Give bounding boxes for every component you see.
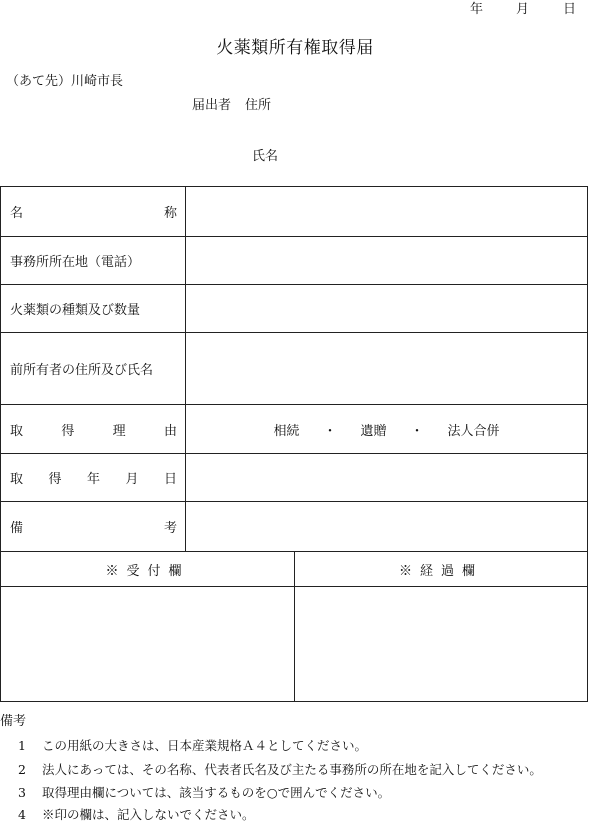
note-item: 1 この用紙の大きさは、日本産業規格Ａ４としてください。 bbox=[18, 738, 368, 753]
row-remarks-label: 備 考 bbox=[1, 502, 186, 551]
row-office-location bbox=[1, 237, 587, 285]
notifier-label: 届出者 bbox=[192, 98, 232, 113]
year-label: 年 bbox=[470, 2, 484, 17]
row-name-input[interactable] bbox=[186, 187, 587, 236]
row-previous-owner-input[interactable] bbox=[186, 333, 587, 404]
row-previous-owner-label: 前所有者の住所及び氏名 bbox=[1, 333, 186, 404]
address-label: 住所 bbox=[245, 98, 272, 113]
note-item: 4 ※印の欄は、記入しないでください。 bbox=[18, 807, 255, 822]
notes-title: 備考 bbox=[0, 714, 27, 729]
row-acquisition-date bbox=[1, 454, 587, 502]
day-label: 日 bbox=[563, 2, 577, 17]
row-remarks bbox=[1, 502, 587, 551]
row-explosive-type-label: 火薬類の種類及び数量 bbox=[1, 285, 186, 332]
date-line bbox=[0, 0, 590, 16]
reception-column-header: ※受付欄 bbox=[1, 552, 295, 586]
option-separator: ・ bbox=[323, 423, 337, 439]
option-separator: ・ bbox=[410, 423, 424, 439]
row-name bbox=[1, 187, 587, 237]
row-acquisition-reason bbox=[1, 405, 587, 454]
row-explosive-type-input[interactable] bbox=[186, 285, 587, 332]
row-previous-owner bbox=[1, 333, 587, 405]
row-acquisition-date-label: 取 得 年 月 日 bbox=[1, 454, 186, 501]
office-use-body bbox=[1, 587, 587, 701]
option-corporate-merger[interactable]: 法人合併 bbox=[447, 423, 500, 439]
notification-form-table bbox=[0, 186, 588, 702]
row-office-location-input[interactable] bbox=[186, 237, 587, 284]
notifier-address-line bbox=[192, 94, 271, 113]
row-name-label: 名 称 bbox=[1, 187, 186, 236]
progress-column-header: ※経過欄 bbox=[398, 563, 483, 579]
addressee: （あて先）川崎市長 bbox=[6, 74, 124, 89]
option-inheritance[interactable]: 相続 bbox=[273, 423, 300, 439]
progress-column-box bbox=[295, 587, 587, 701]
acquisition-reason-options bbox=[186, 405, 587, 453]
office-use-header bbox=[1, 551, 587, 587]
row-explosive-type bbox=[1, 285, 587, 333]
row-acquisition-reason-label: 取 得 理 由 bbox=[1, 405, 186, 453]
row-office-location-label: 事務所所在地（電話） bbox=[1, 237, 186, 284]
note-item: 2 法人にあっては、その名称、代表者氏名及び主たる事務所の所在地を記入してください。 bbox=[18, 762, 542, 777]
row-remarks-input[interactable] bbox=[186, 502, 587, 551]
option-bequest[interactable]: 遺贈 bbox=[360, 423, 387, 439]
notifier-name-label: 氏名 bbox=[252, 149, 279, 164]
document-title: 火薬類所有権取得届 bbox=[216, 38, 374, 58]
row-acquisition-date-input[interactable] bbox=[186, 454, 587, 501]
reception-column-box bbox=[1, 587, 295, 701]
note-item: 3 取得理由欄については、該当するものを○で囲んでください。 bbox=[18, 785, 391, 800]
month-label: 月 bbox=[516, 2, 530, 17]
